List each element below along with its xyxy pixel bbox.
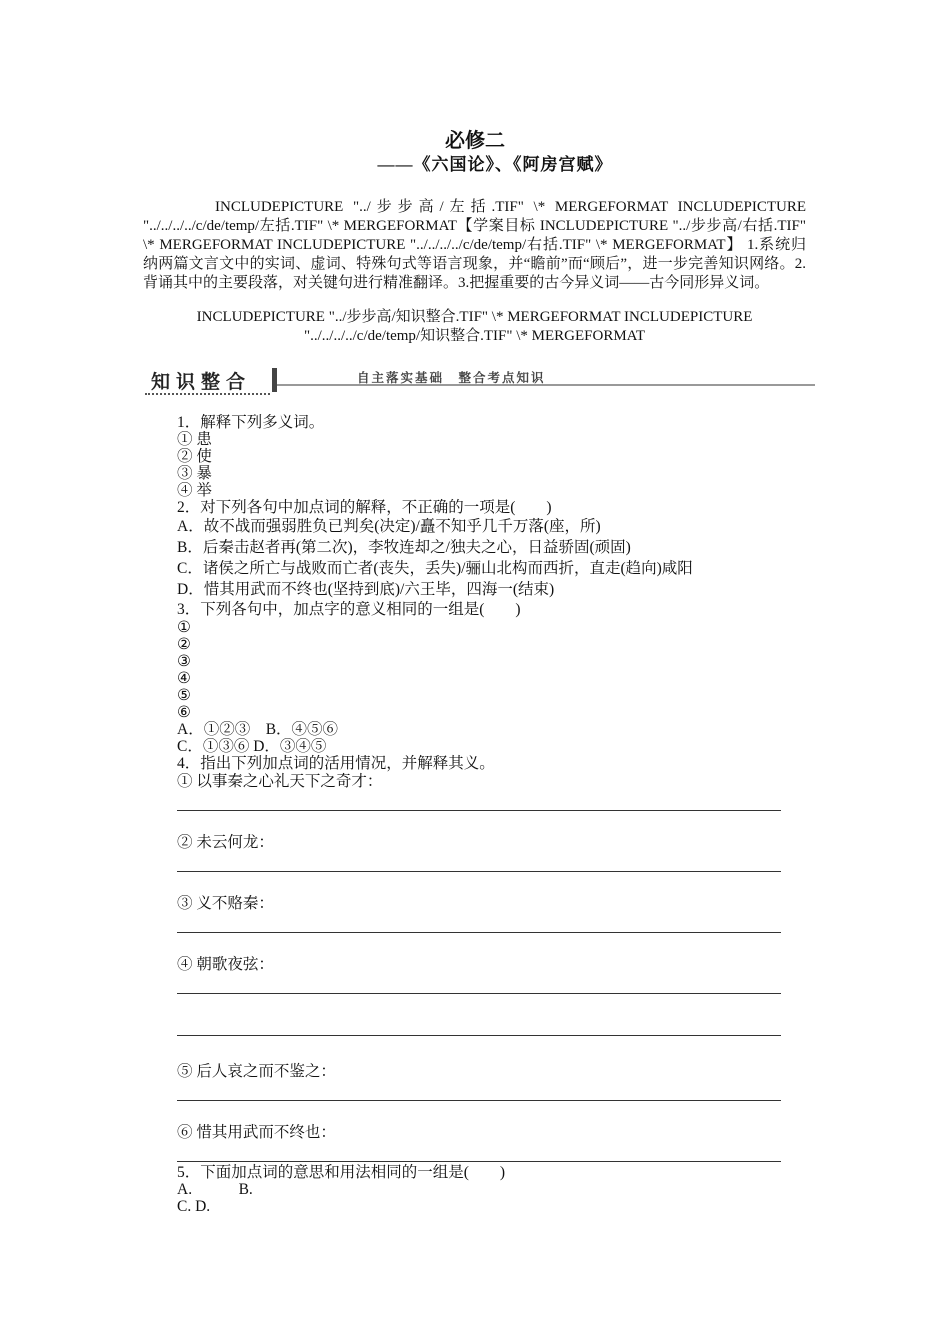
answer-line[interactable] (177, 856, 781, 872)
choices-ab: A. B. (177, 1181, 253, 1198)
question-5-stem: 5．下面加点词的意思和用法相同的一组是( ) (177, 1164, 506, 1181)
list-item: ③ (177, 653, 191, 670)
section-banner (143, 364, 815, 396)
learning-objectives (143, 198, 806, 293)
list-item: ② (177, 636, 191, 653)
objectives-paragraph: INCLUDEPICTURE "../步步高/左括.TIF" \* MERGEFORMAT INCLUDEPICTURE "../../../../c/de/temp/左括.TIF" \* MERGEFORMAT【学案目标 INCLUDEPICTURE "../步步高/右括.TIF" \* MERGEFORMAT INCLUDEPICTURE "../../../../c/de/temp/右括.TIF" \* MERGEFORMAT】 1.系统归纳两篇文言文中的实词、虚词、特殊句式等语言现象，并“瞻前”而“顾后”，进一步完善知识网络。2.背诵其中的主要段落，对关键句进行精准翻译。3.把握重要的古今异义词——古今同形异义词。 (143, 199, 806, 291)
list-item: ⑥ (177, 704, 191, 721)
include-paragraph: INCLUDEPICTURE "../步步高/知识整合.TIF" \* MERGEFORMAT INCLUDEPICTURE "../../../../c/de/temp/知识整合.TIF" \* MERGEFORMAT (196, 309, 753, 344)
list-item: ④ (177, 670, 191, 687)
option-c: C．诸侯之所亡与战败而亡者(丧失，丢失)/骊山北构而西折，直走(趋向)咸阳 (177, 560, 693, 577)
answer-line[interactable] (177, 1085, 781, 1101)
list-item: ④ 举 (177, 482, 212, 499)
answer-line[interactable] (177, 1146, 781, 1162)
answer-line[interactable] (177, 917, 781, 933)
section-subtitle: 自主落实基础 整合考点知识 (357, 370, 546, 385)
list-item: ⑤ (177, 687, 191, 704)
question-3-stem: 3．下列各句中，加点字的意义相同的一组是( ) (177, 601, 521, 618)
answer-line[interactable] (177, 1020, 781, 1036)
dotted-underline (145, 393, 270, 395)
list-item: ③ 义不赂秦： (177, 895, 274, 912)
answer-line[interactable] (177, 978, 781, 994)
page-subtitle: ——《六国论》、《阿房宫赋》 (377, 155, 613, 174)
include-field-code (143, 308, 806, 346)
question-4-stem: 4．指出下列加点词的活用情况，并解释其义。 (177, 755, 495, 772)
option-b: B．后秦击赵者再(第二次)，李牧连却之/独夫之心，日益骄固(顽固) (177, 539, 631, 556)
section-title: 知识整合 (151, 371, 252, 393)
list-item: ② 使 (177, 448, 212, 465)
list-item: ① 以事秦之心礼天下之奇才： (177, 773, 383, 790)
list-item: ⑤ 后人哀之而不鉴之： (177, 1063, 336, 1080)
option-d: D．惜其用武而不终也(坚持到底)/六王毕，四海一(结束) (177, 581, 555, 598)
list-item: ③ 暴 (177, 465, 212, 482)
answer-line[interactable] (177, 795, 781, 811)
question-2-stem: 2．对下列各句中加点词的解释，不正确的一项是( ) (177, 499, 552, 516)
choices-cd: C. D. (177, 1198, 211, 1215)
question-1-stem: 1．解释下列多义词。 (177, 414, 325, 431)
banner-bar (272, 368, 277, 392)
choices-cd: C．①③⑥ D．③④⑤ (177, 738, 327, 755)
list-item: ④ 朝歌夜弦： (177, 956, 274, 973)
list-item: ① 患 (177, 431, 212, 448)
choices-ab: A．①②③ B．④⑤⑥ (177, 721, 339, 738)
option-a: A．故不战而强弱胜负已判矣(决定)/矗不知乎几千万落(座，所) (177, 518, 601, 535)
list-item: ① (177, 619, 191, 636)
page-title: 必修二 (445, 130, 505, 152)
exercise-content (177, 414, 787, 1215)
list-item: ② 未云何龙： (177, 834, 274, 851)
list-item: ⑥ 惜其用武而不终也： (177, 1124, 336, 1141)
